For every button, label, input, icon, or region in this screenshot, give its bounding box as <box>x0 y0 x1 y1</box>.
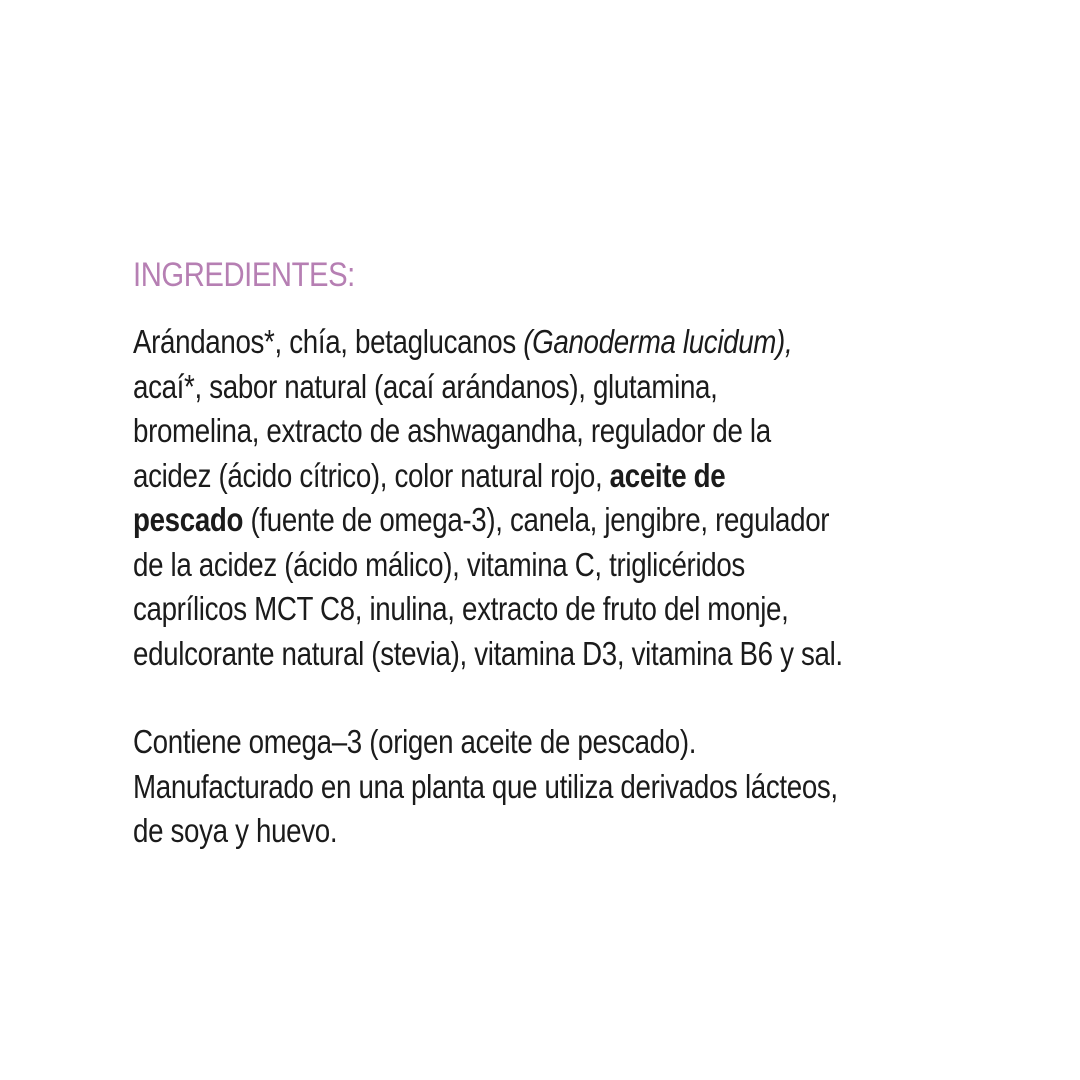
allergen-statement <box>133 720 973 854</box>
ingredients-text: acidez (ácido cítrico), color natural rojo, <box>133 456 610 494</box>
ingredients-line: de la acidez (ácido málico), vitamina C, triglicéridos <box>133 545 745 583</box>
ingredients-text: Arándanos*, chía, betaglucanos <box>133 323 524 360</box>
ingredients-heading: INGREDIENTES: <box>133 256 355 294</box>
ingredients-text: (fuente de omega-3), canela, jengibre, regulador <box>243 501 830 538</box>
ingredients-line: edulcorante natural (stevia), vitamina D3, vitamina B6 y sal. <box>133 634 843 672</box>
ingredients-line <box>133 320 839 365</box>
ingredients-line <box>133 498 839 543</box>
allergen-highlight: aceite de <box>609 456 726 494</box>
ingredients-line: acaí*, sabor natural (acaí arándanos), glutamina, <box>133 367 718 405</box>
paragraph-spacer <box>133 676 973 720</box>
ingredients-panel <box>133 252 973 854</box>
ingredients-line <box>133 454 839 499</box>
ingredients-line: bromelina, extracto de ashwagandha, regulador de la <box>133 412 771 449</box>
allergen-line: Contiene omega–3 (origen aceite de pescado). <box>133 723 697 760</box>
ingredients-line: caprílicos MCT C8, inulina, extracto de fruto del monje, <box>133 590 789 627</box>
allergen-line: de soya y huevo. <box>133 812 338 849</box>
ingredients-list <box>133 320 973 676</box>
allergen-highlight: pescado <box>133 501 244 538</box>
ingredients-scientific-name: (Ganoderma lucidum), <box>523 323 793 360</box>
allergen-line: Manufacturado en una planta que utiliza derivados lácteos, <box>133 767 838 805</box>
